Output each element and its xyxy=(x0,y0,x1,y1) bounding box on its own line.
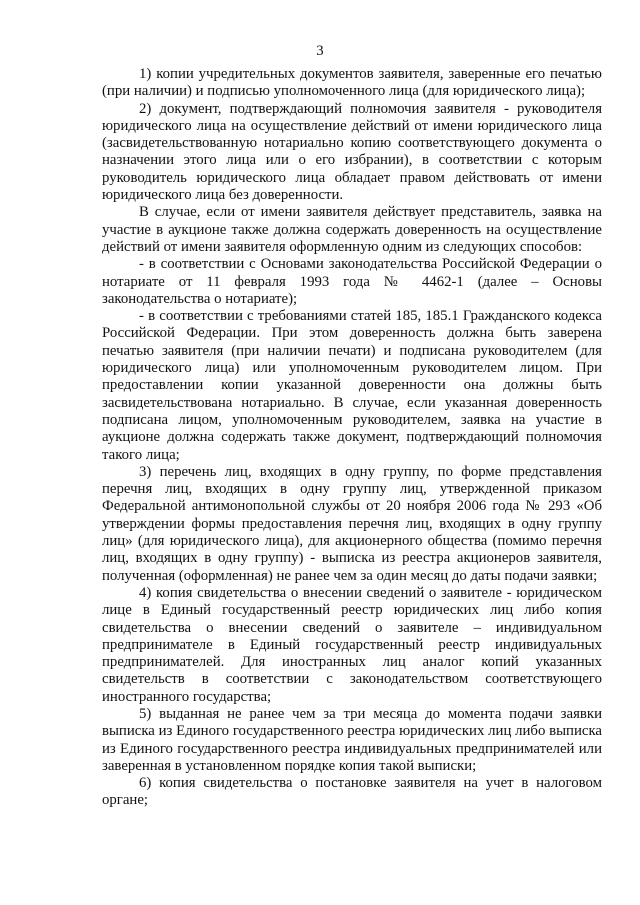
paragraph-item-6-tax-certificate: 6) копия свидетельства о постановке заявителя на учет в налоговом органе; xyxy=(102,775,602,809)
paragraph-civil-code-option: - в соответствии с требованиями статей 185, 185.1 Гражданского кодекса Российской Федерации. При этом доверенность должна быть заверена печатью заявителя (при наличии печати) и подписана руководителем (для юридического лица) или уполномоченным руководителем лицом. При предоставлении копии указанной доверенности она должны быть засвидетельствована нотариально. В случае, если указанная доверенность подписана лицом, уполномоченным руководителем, заявка на участие в аукционе должна содержать также документ, подтверждающий полномочия такого лица; xyxy=(102,308,602,463)
paragraph-item-4-registration-certificate: 4) копия свидетельства о внесении сведений о заявителе - юридическом лице в Единый государственный реестр юридических лиц либо копия свидетельства о внесении сведений о заявителе – индивидуальном предпринимателе в Единый государственный реестр индивидуальных предпринимателей. Для иностранных лиц аналог копий указанных свидетельств в соответствии с законодательством соответствующего иностранного государства; xyxy=(102,584,602,705)
document-body xyxy=(102,66,602,810)
page-number: 3 xyxy=(316,43,324,59)
paragraph-representative-case: В случае, если от имени заявителя действует представитель, заявка на участие в аукционе также должна содержать доверенность на осуществление действий от имени заявителя оформленную одним из следующих способов: xyxy=(102,204,602,255)
paragraph-item-3-group-list: 3) перечень лиц, входящих в одну группу, по форме представления перечня лиц, входящих в одну группу лиц, утвержденной приказом Федеральной антимонопольной службы от 20 ноября 2006 года № 293 «Об утверждении формы предоставления перечня лиц, входящих в одну группу лиц» (для юридического лица), для акционерного общества (помимо перечня лиц, входящих в одну группу) - выписка из реестра акционеров заявителя, полученная (оформленная) не ранее чем за один месяц до даты подачи заявки; xyxy=(102,463,602,584)
paragraph-item-2-authority-document: 2) документ, подтверждающий полномочия заявителя - руководителя юридического лица на осуществление действий от имени юридического лица (засвидетельствованную нотариально копию соответствующего документа о назначении этого лица или о его избрании), в соответствии с которым руководитель юридического лица обладает правом действовать от имени юридического лица без доверенности. xyxy=(102,100,602,204)
paragraph-item-5-registry-extract: 5) выданная не ранее чем за три месяца до момента подачи заявки выписка из Единого государственного реестра юридических лиц либо выписка из Единого государственного реестра индивидуальных предпринимателей или заверенная в установленном порядке копия такой выписки; xyxy=(102,705,602,774)
paragraph-notary-option: - в соответствии с Основами законодательства Российской Федерации о нотариате от 11 февраля 1993 года № 4462-1 (далее – Основы законодательства о нотариате); xyxy=(102,256,602,307)
paragraph-item-1-constituent-documents: 1) копии учредительных документов заявителя, заверенные его печатью (при наличии) и подписью уполномоченного лица (для юридического лица); xyxy=(102,66,602,100)
